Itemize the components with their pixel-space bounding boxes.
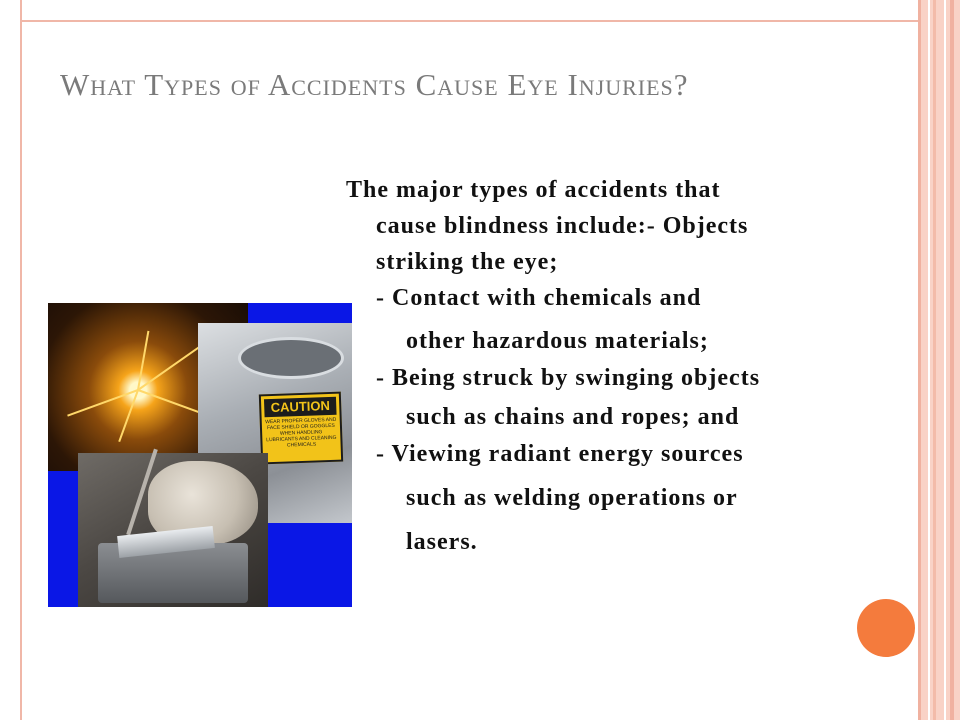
band-stripe (944, 0, 946, 720)
body-line: such as chains and ropes; and (406, 404, 740, 430)
body-line: such as welding operations or (406, 485, 738, 511)
body-line: cause blindness include:- Objects (376, 213, 749, 239)
caution-sign-heading: CAUTION (264, 397, 337, 418)
body-line: striking the eye; (376, 249, 559, 275)
frame-top-line (20, 20, 918, 22)
caution-sign-text: WEAR PROPER GLOVES AND FACE SHIELD OR GOGGLES WHEN HANDLING LUBRICANTS AND CLEANING CHEMICALS (265, 416, 337, 449)
body-line: - Being struck by swinging objects (376, 365, 761, 391)
body-line: other hazardous materials; (406, 328, 709, 354)
caution-sign (259, 392, 343, 465)
band-stripe (928, 0, 930, 720)
tank-opening (238, 337, 344, 379)
slide-title: What Types of Accidents Cause Eye Injuries? (60, 67, 689, 102)
band-stripe (918, 0, 921, 720)
accent-circle (857, 599, 915, 657)
band-stripe (933, 0, 936, 720)
body-line: The major types of accidents that (346, 177, 721, 203)
gloved-hand-welding-photo (78, 453, 268, 607)
safety-photo-collage (48, 303, 352, 607)
body-line: lasers. (406, 529, 478, 555)
body-line: - Contact with chemicals and (376, 285, 702, 311)
frame-left-line (20, 0, 22, 720)
body-line: - Viewing radiant energy sources (376, 441, 744, 467)
band-stripe (950, 0, 954, 720)
